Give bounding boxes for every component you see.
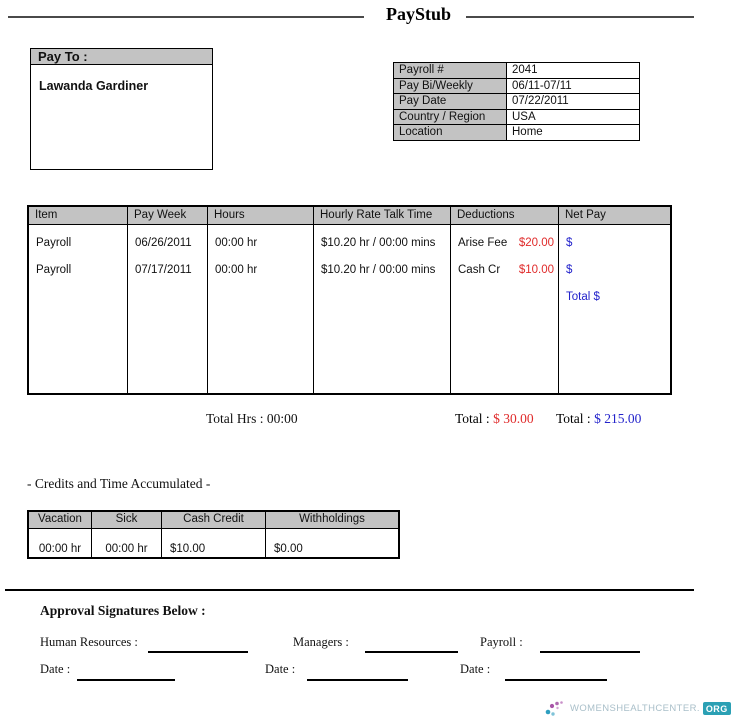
date-label-payroll: Date : bbox=[460, 662, 491, 676]
credits-table bbox=[27, 510, 400, 559]
pay-to-box bbox=[30, 48, 213, 170]
column-header-hours: Hours bbox=[208, 207, 314, 224]
sick-value: 00:00 hr bbox=[92, 529, 162, 557]
net-total-amount: $ 215.00 bbox=[594, 411, 642, 426]
item-column bbox=[29, 225, 128, 393]
watermark-org-badge: ORG bbox=[703, 702, 731, 715]
watermark-text: WOMENSHEALTHCENTER. bbox=[570, 703, 700, 714]
item-cell: Payroll bbox=[36, 263, 72, 276]
net-pay-column bbox=[559, 225, 670, 393]
pay-week-column bbox=[128, 225, 208, 393]
info-value: Home bbox=[507, 125, 640, 141]
rate-cell: $10.20 hr / 00:00 mins bbox=[321, 263, 436, 276]
credits-table-body bbox=[29, 529, 398, 557]
human-resources-signature-line bbox=[148, 651, 248, 653]
info-label: Pay Bi/Weekly bbox=[394, 78, 507, 94]
hours-column bbox=[208, 225, 314, 393]
column-header-item: Item bbox=[29, 207, 128, 224]
date-line-payroll bbox=[505, 679, 607, 681]
pay-to-label: Pay To : bbox=[31, 49, 212, 65]
rate-column bbox=[314, 225, 451, 393]
managers-label: Managers : bbox=[293, 635, 349, 649]
deductions-total bbox=[455, 411, 534, 427]
net-total-label: Total : bbox=[556, 411, 591, 426]
info-label: Location bbox=[394, 125, 507, 141]
section-divider bbox=[5, 589, 694, 591]
table-row bbox=[394, 78, 640, 94]
table-row bbox=[394, 125, 640, 141]
cash-credit-value: $10.00 bbox=[162, 529, 266, 557]
table-row bbox=[394, 94, 640, 110]
date-label-hr: Date : bbox=[40, 662, 71, 676]
hours-cell: 00:00 hr bbox=[215, 236, 258, 249]
column-header-withholdings: Withholdings bbox=[299, 513, 365, 525]
payroll-label: Payroll : bbox=[480, 635, 523, 649]
deduction-name: Cash Cr bbox=[458, 263, 501, 276]
column-header-deductions: Deductions bbox=[451, 207, 559, 224]
info-label: Payroll # bbox=[394, 63, 507, 79]
info-value: 07/22/2011 bbox=[507, 94, 640, 110]
deduction-name: Arise Fee bbox=[458, 236, 508, 249]
payroll-signature-line bbox=[540, 651, 640, 653]
watermark-dots-icon bbox=[545, 700, 567, 717]
payroll-info-table bbox=[393, 62, 640, 141]
date-line-hr bbox=[77, 679, 175, 681]
earnings-table-header bbox=[29, 207, 670, 225]
deduction-cell bbox=[451, 256, 558, 283]
column-header-sick: Sick bbox=[92, 512, 162, 528]
earnings-table-body bbox=[29, 225, 670, 393]
header-rule-right bbox=[466, 16, 694, 18]
withholdings-value: $0.00 bbox=[274, 543, 303, 555]
credits-table-header bbox=[29, 512, 398, 529]
column-header-rate: Hourly Rate Talk Time bbox=[314, 207, 451, 224]
column-header-pay-week: Pay Week bbox=[128, 207, 208, 224]
table-row bbox=[394, 63, 640, 79]
deduction-cell bbox=[451, 229, 558, 256]
deductions-total-label: Total : bbox=[455, 411, 490, 426]
page-title: PayStub bbox=[386, 4, 452, 24]
pay-week-cell: 07/17/2011 bbox=[135, 263, 192, 276]
hours-cell: 00:00 hr bbox=[215, 263, 258, 276]
deduction-amount: $20.00 bbox=[518, 236, 554, 249]
info-label: Pay Date bbox=[394, 94, 507, 110]
total-hours: Total Hrs : 00:00 bbox=[206, 411, 298, 426]
human-resources-label: Human Resources : bbox=[40, 635, 138, 649]
managers-signature-line bbox=[365, 651, 458, 653]
pay-week-cell: 06/26/2011 bbox=[135, 236, 192, 249]
table-row bbox=[394, 109, 640, 125]
info-label: Country / Region bbox=[394, 109, 507, 125]
net-pay-total-label: Total $ bbox=[566, 290, 600, 303]
date-line-managers bbox=[307, 679, 408, 681]
info-value: 2041 bbox=[507, 63, 640, 79]
rate-cell: $10.20 hr / 00:00 mins bbox=[321, 236, 436, 249]
credits-section-heading: - Credits and Time Accumulated - bbox=[27, 476, 211, 491]
date-label-managers: Date : bbox=[265, 662, 296, 676]
approval-heading: Approval Signatures Below : bbox=[40, 603, 206, 618]
net-pay-cell: $ bbox=[566, 236, 573, 249]
deductions-total-amount: $ 30.00 bbox=[493, 411, 534, 426]
column-header-cash-credit: Cash Credit bbox=[162, 512, 266, 528]
column-header-vacation: Vacation bbox=[29, 512, 92, 528]
column-header-net-pay: Net Pay bbox=[565, 209, 606, 221]
net-pay-cell: $ bbox=[566, 263, 573, 276]
vacation-value: 00:00 hr bbox=[29, 529, 92, 557]
deductions-column bbox=[451, 225, 559, 393]
net-total bbox=[556, 411, 641, 427]
header-rule-left bbox=[8, 16, 364, 18]
earnings-table bbox=[27, 205, 672, 395]
watermark bbox=[545, 700, 731, 717]
info-value: USA bbox=[507, 109, 640, 125]
deduction-amount: $10.00 bbox=[518, 263, 554, 276]
payee-name: Lawanda Gardiner bbox=[39, 79, 149, 93]
item-cell: Payroll bbox=[36, 236, 72, 249]
info-value: 06/11-07/11 bbox=[507, 78, 640, 94]
